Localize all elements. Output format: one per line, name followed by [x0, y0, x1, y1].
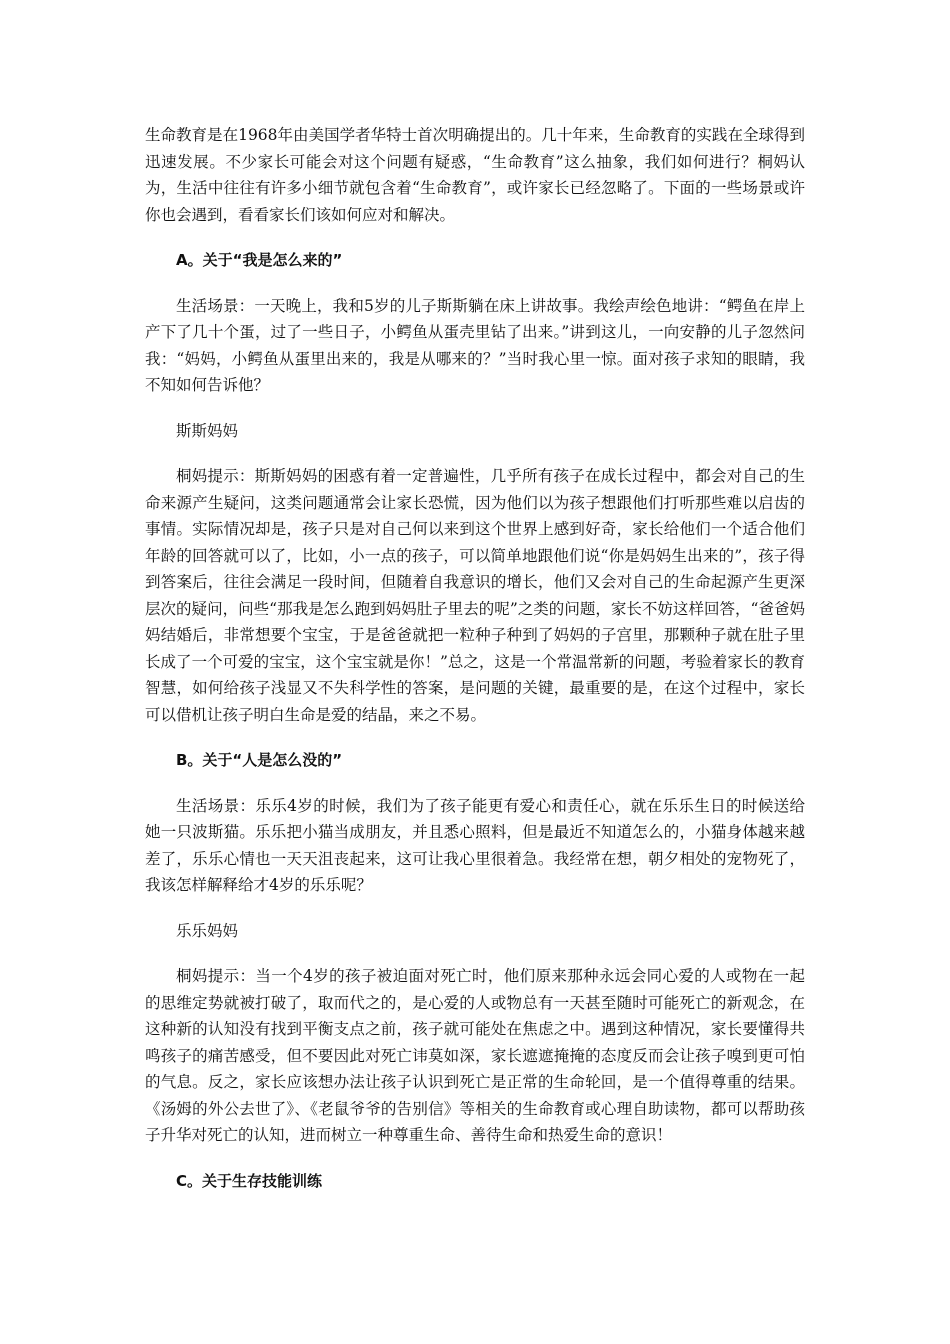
section-b-signature: 乐乐妈妈 — [176, 921, 239, 940]
section-a-scene: 生活场景：一天晚上，我和5岁的儿子斯斯躺在床上讲故事。我绘声绘色地讲：“鳄鱼在岸上产下了几十个蛋，过了一些日子，小鳄鱼从蛋壳里钻了出来。”讲到这儿，一向安静的儿子忽然问我：“妈妈，小鳄鱼从蛋里出来的，我是从哪来的？”当时我心里一惊。面对孩子求知的眼睛，我不知如何告诉他？ — [145, 296, 805, 394]
section-a-heading: A。关于“我是怎么来的” — [176, 251, 343, 269]
section-b-tip: 桐妈提示：当一个4岁的孩子被迫面对死亡时，他们原来那种永远会同心爱的人或物在一起的思维定势就被打破了，取而代之的，是心爱的人或物总有一天甚至随时可能死亡的新观念，在这种新的认知没有找到平衡支点之前，孩子就可能处在焦虑之中。遇到这种情况，家长要懂得共鸣孩子的痛苦感受，但不要因此对死亡讳莫如深，家长遮遮掩掩的态度反而会让孩子嗅到更可怕的气息。反之，家长应该想办法让孩子认识到死亡是正常的生命轮回，是一个值得尊重的结果。《汤姆的外公去世了》、《老鼠爷爷的告别信》等相关的生命教育或心理自助读物，都可以帮助孩子升华对死亡的认知，进而树立一种尊重生命、善待生命和热爱生命的意识！ — [145, 967, 805, 1144]
document-body — [145, 122, 805, 1194]
section-b-scene: 生活场景：乐乐4岁的时候，我们为了孩子能更有爱心和责任心，就在乐乐生日的时候送给她一只波斯猫。乐乐把小猫当成朋友，并且悉心照料，但是最近不知道怎么的，小猫身体越来越差了，乐乐心情也一天天沮丧起来，这可让我心里很着急。我经常在想，朝夕相处的宠物死了，我该怎样解释给才4岁的乐乐呢？ — [145, 796, 805, 894]
intro-paragraph: 生命教育是在1968年由美国学者华特士首次明确提出的。几十年来，生命教育的实践在全球得到迅速发展。不少家长可能会对这个问题有疑惑，“生命教育”这么抽象，我们如何进行？桐妈认为，生活中往往有许多小细节就包含着“生命教育”，或许家长已经忽略了。下面的一些场景或许你也会遇到，看看家长们该如何应对和解决。 — [145, 126, 805, 224]
section-a-signature: 斯斯妈妈 — [176, 421, 239, 440]
section-a-tip: 桐妈提示：斯斯妈妈的困惑有着一定普遍性，几乎所有孩子在成长过程中，都会对自己的生命来源产生疑问，这类问题通常会让家长恐慌，因为他们以为孩子想跟他们打听那些难以启齿的事情。实际情况却是，孩子只是对自己何以来到这个世界上感到好奇，家长给他们一个适合他们年龄的回答就可以了，比如，小一点的孩子，可以简单地跟他们说“你是妈妈生出来的”，孩子得到答案后，往往会满足一段时间，但随着自我意识的增长，他们又会对自己的生命起源产生更深层次的疑问，问些“那我是怎么跑到妈妈肚子里去的呢”之类的问题，家长不妨这样回答，“爸爸妈妈结婚后，非常想要个宝宝，于是爸爸就把一粒种子种到了妈妈的子宫里，那颗种子就在肚子里长成了一个可爱的宝宝，这个宝宝就是你！”总之，这是一个常温常新的问题，考验着家长的教育智慧，如何给孩子浅显又不失科学性的答案，是问题的关键，最重要的是，在这个过程中，家长可以借机让孩子明白生命是爱的结晶，来之不易。 — [145, 467, 805, 724]
section-c-heading: C。关于生存技能训练 — [176, 1171, 323, 1190]
section-b-heading: B。关于“人是怎么没的” — [176, 751, 343, 769]
